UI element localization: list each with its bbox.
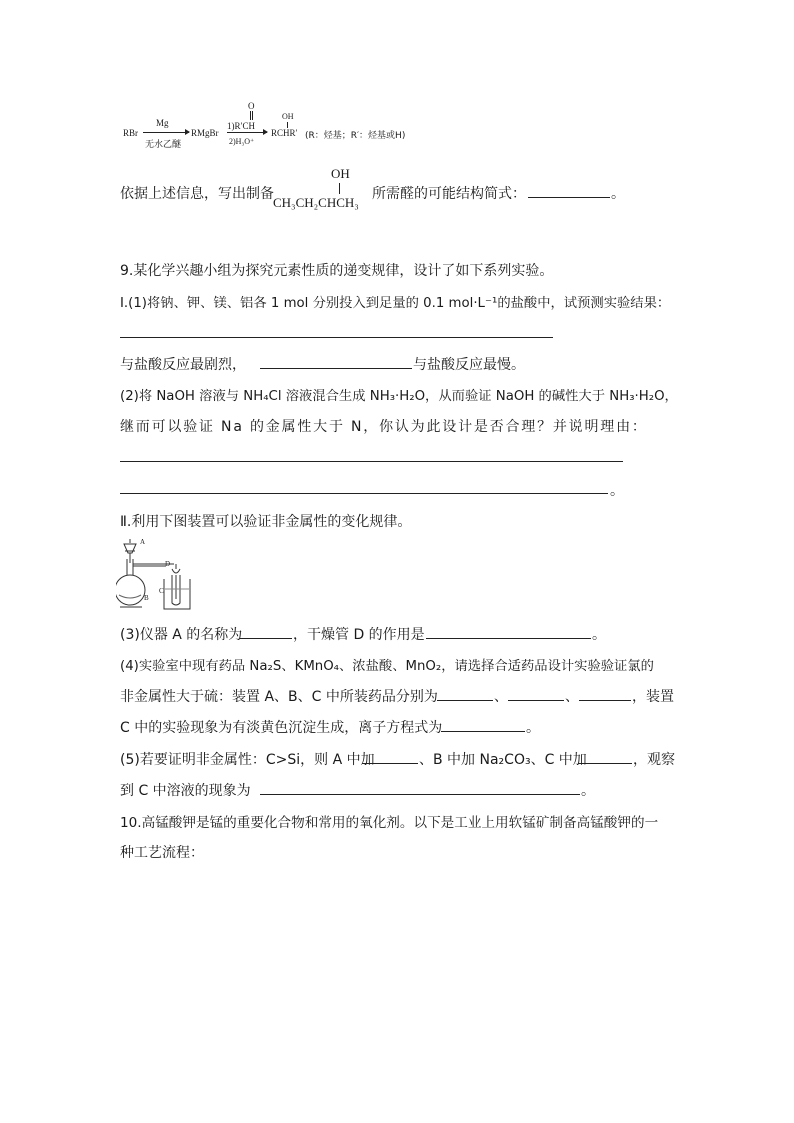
carbonyl-oxygen: O	[248, 101, 255, 111]
answer-blank[interactable]	[260, 780, 580, 795]
reagent-mg: Mg	[156, 118, 169, 128]
q9-5-text-b: 、B 中加 Na₂CO₃、C 中加	[419, 752, 587, 768]
arrowhead-icon	[263, 129, 268, 135]
reactant-rbr: RBr	[123, 128, 139, 138]
separator: 、	[494, 689, 508, 705]
intro-suffix: 所需醛的可能结构简式：	[372, 186, 526, 202]
intro-end: 。	[611, 186, 625, 202]
arrowhead-icon	[185, 129, 190, 135]
label-b: B	[144, 594, 149, 602]
question-9-title: 9.某化学兴趣小组为探究元素性质的递变规律，设计了如下系列实验。	[120, 263, 554, 279]
separator: 、	[565, 689, 579, 705]
q9-4-line1: (4)实验室中现有药品 Na₂S、KMnO₄、浓盐酸、MnO₂，请选择合适药品设计实验验证氯的	[120, 659, 654, 674]
q9-3-text-a: (3)仪器 A 的名称为	[120, 627, 243, 643]
answer-blank[interactable]	[441, 717, 525, 732]
reagent-solvent: 无水乙醚	[145, 140, 182, 150]
label-d: D	[165, 560, 171, 568]
q9-5-line2: 到 C 中溶液的现象为	[120, 783, 251, 799]
q9-5-text-c: ，观察	[633, 752, 675, 768]
q9-1-text-a: 与盐酸反应最剧烈，	[120, 357, 246, 373]
q9-3-end: 。	[592, 627, 606, 643]
answer-blank[interactable]	[437, 686, 493, 701]
answer-blank[interactable]	[426, 624, 591, 639]
intro-prefix: 依据上述信息，写出制备	[120, 186, 274, 202]
q9-5-end: 。	[581, 783, 595, 799]
label-c: C	[159, 587, 164, 595]
answer-blank[interactable]	[528, 183, 610, 198]
q9-2-line1: (2)将 NaOH 溶液与 NH₄Cl 溶液混合生成 NH₃·H₂O，从而验证 NaOH 的碱性大于 NH₃·H₂O，	[120, 389, 678, 404]
q9-2-end: 。	[610, 483, 624, 499]
answer-blank[interactable]	[578, 749, 632, 764]
molecule-oh: OH	[331, 166, 350, 181]
reagent-step1: 1)R′CH	[227, 121, 255, 131]
reaction-note: (R：烃基；R′：烃基或H)	[305, 131, 406, 141]
answer-line[interactable]	[120, 493, 608, 494]
answer-blank[interactable]	[362, 749, 418, 764]
double-bond-icon	[250, 111, 253, 120]
q9-1-text-b: 与盐酸反应最慢。	[413, 357, 525, 373]
molecule-formula: CH₃CH₂CHCH₃	[273, 195, 359, 210]
q9-3-text-b: ，干燥管 D 的作用是	[293, 627, 425, 643]
q9-4-text-c: ，装置	[632, 689, 674, 705]
intermediate-rmgbr: RMgBr	[191, 128, 219, 138]
question-10-line1: 10.高锰酸钾是锰的重要化合物和常用的氧化剂。以下是工业上用软锰矿制备高锰酸钾的一	[120, 815, 659, 831]
answer-blank[interactable]	[260, 354, 412, 369]
q9-4-line3: C 中的实验现象为有淡黄色沉淀生成，离子方程式为	[120, 720, 443, 736]
reaction-arrow-1	[143, 132, 189, 133]
apparatus-diagram	[116, 537, 196, 613]
bond-icon	[339, 183, 340, 194]
product-oh: OH	[282, 112, 294, 121]
answer-line[interactable]	[120, 461, 623, 462]
q9-part1-prompt: Ⅰ.(1)将钠、钾、镁、铝各 1 mol 分别投入到足量的 0.1 mol·L⁻¹的盐酸中，试预测实验结果：	[120, 296, 671, 311]
question-10-line2: 种工艺流程：	[120, 845, 204, 861]
reaction-arrow-2	[227, 132, 267, 133]
answer-line[interactable]	[120, 337, 553, 338]
q9-4-line2: 非金属性大于硫：装置 A、B、C 中所装药品分别为	[120, 689, 438, 705]
q9-2-line2: 继而可以验证 Na 的金属性大于 N，你认为此设计是否合理？并说明理由：	[120, 419, 648, 435]
answer-blank[interactable]	[240, 624, 292, 639]
answer-blank[interactable]	[508, 686, 564, 701]
product-formula: RCHR′	[271, 128, 298, 138]
q9-part2-title: Ⅱ.利用下图装置可以验证非金属性的变化规律。	[120, 514, 412, 530]
answer-blank[interactable]	[579, 686, 631, 701]
q9-4-end: 。	[526, 720, 540, 736]
reagent-step2: 2)H₃O⁺	[229, 137, 255, 146]
q9-5-text-a: (5)若要证明非金属性：C>Si，则 A 中加	[120, 752, 375, 768]
label-a: A	[140, 538, 146, 546]
